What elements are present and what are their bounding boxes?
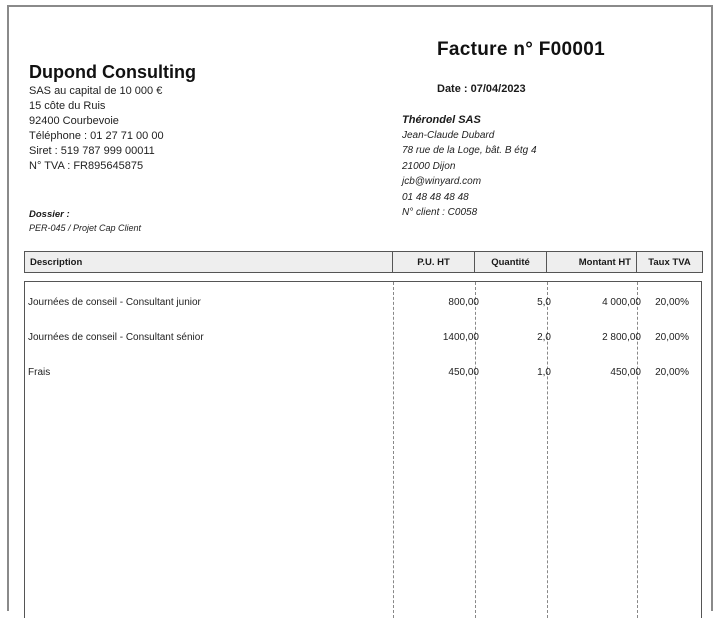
- row-unit-price: 1400,00: [442, 332, 479, 343]
- dossier-value: PER-045 / Projet Cap Client: [29, 223, 142, 233]
- seller-capital: SAS au capital de 10 000 €: [29, 85, 163, 97]
- table-row: [25, 367, 701, 383]
- header-description: Description: [25, 252, 393, 273]
- invoice-title: Facture n° F00001: [437, 39, 605, 60]
- row-amount: 2 800,00: [602, 332, 641, 343]
- header-quantity: Quantité: [475, 252, 547, 273]
- client-city: 21000 Dijon: [402, 161, 456, 172]
- row-quantity: 2,0: [537, 332, 551, 343]
- dossier-label: Dossier :: [29, 209, 70, 220]
- header-amount: Montant HT: [547, 252, 637, 273]
- client-company-name: Thérondel SAS: [402, 114, 481, 126]
- header-unit-price: P.U. HT: [393, 252, 475, 273]
- row-description: Journées de conseil - Consultant junior: [28, 297, 201, 308]
- seller-city: 92400 Courbevoie: [29, 115, 119, 127]
- table-row: [25, 297, 701, 313]
- row-vat-rate: 20,00%: [655, 297, 689, 308]
- row-amount: 450,00: [610, 367, 641, 378]
- invoice-sheet: [7, 5, 713, 611]
- client-street: 78 rue de la Loge, bât. B étg 4: [402, 145, 537, 156]
- row-unit-price: 800,00: [448, 297, 479, 308]
- header-vat-rate: Taux TVA: [637, 252, 703, 273]
- row-unit-price: 450,00: [448, 367, 479, 378]
- client-email: jcb@winyard.com: [402, 176, 482, 187]
- row-description: Journées de conseil - Consultant sénior: [28, 332, 204, 343]
- seller-street: 15 côte du Ruis: [29, 100, 106, 112]
- items-table-body: [24, 281, 702, 618]
- seller-company-name: Dupond Consulting: [29, 62, 196, 82]
- invoice-date: Date : 07/04/2023: [437, 83, 526, 95]
- client-phone: 01 48 48 48 48: [402, 192, 469, 203]
- row-amount: 4 000,00: [602, 297, 641, 308]
- client-contact: Jean-Claude Dubard: [402, 130, 495, 141]
- row-description: Frais: [28, 367, 51, 378]
- seller-siret: Siret : 519 787 999 00011: [29, 145, 155, 157]
- table-header-row: [25, 252, 703, 273]
- seller-vat-number: N° TVA : FR895645875: [29, 160, 144, 172]
- client-number: N° client : C0058: [402, 207, 478, 218]
- table-row: [25, 332, 701, 348]
- row-vat-rate: 20,00%: [655, 332, 689, 343]
- row-quantity: 1,0: [537, 367, 551, 378]
- items-table-header: [24, 251, 703, 273]
- row-quantity: 5,0: [537, 297, 551, 308]
- seller-phone: Téléphone : 01 27 71 00 00: [29, 130, 164, 142]
- row-vat-rate: 20,00%: [655, 367, 689, 378]
